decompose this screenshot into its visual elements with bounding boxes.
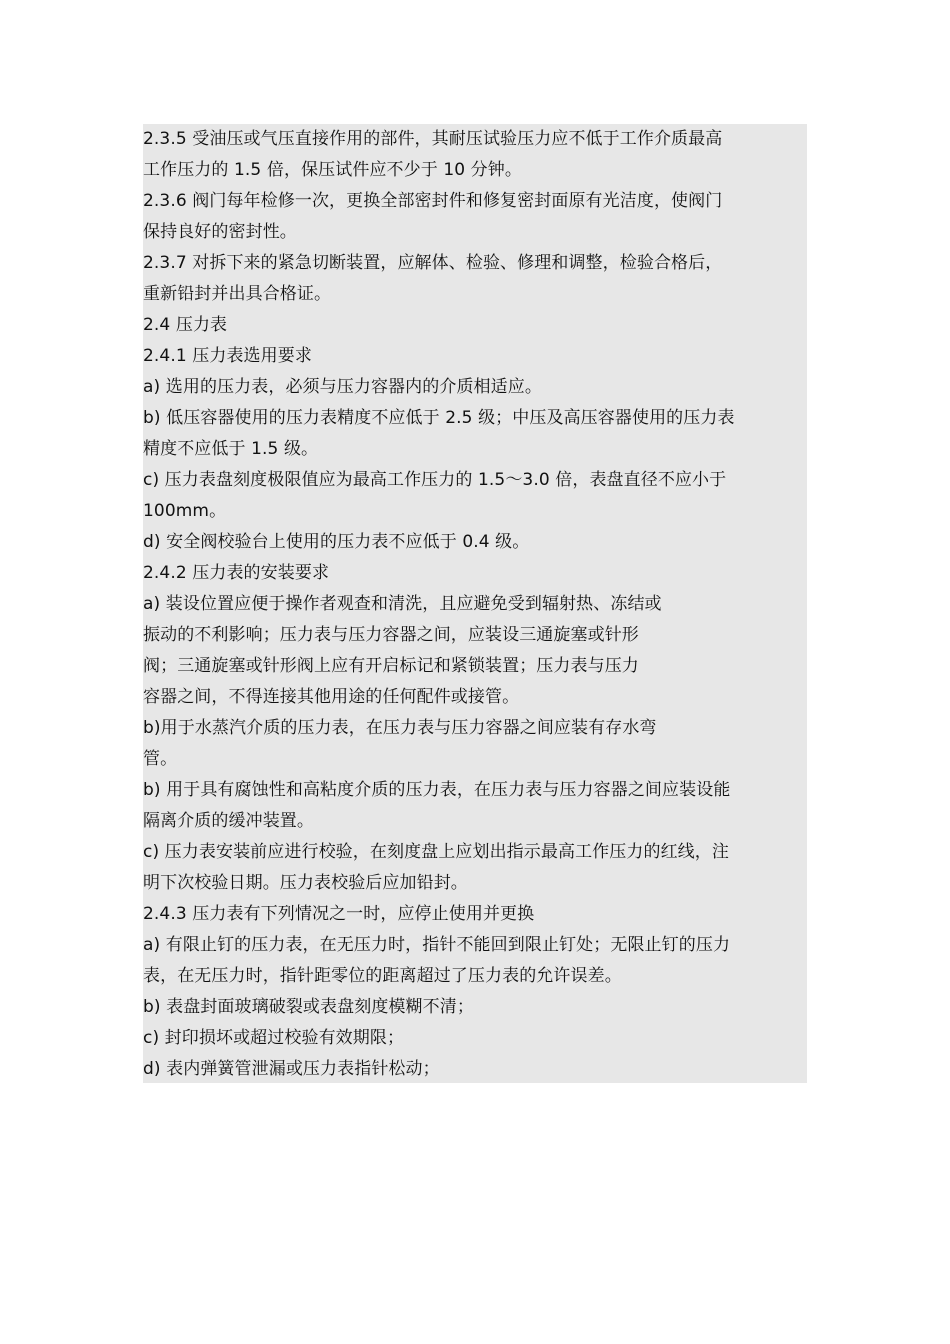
section-heading: 2.4 压力表 xyxy=(143,315,228,335)
text-line: 管。 xyxy=(143,749,178,769)
text-line: d) 安全阀校验台上使用的压力表不应低于 0.4 级。 xyxy=(143,532,530,552)
text-line: a) 装设位置应便于操作者观查和清洗，且应避免受到辐射热、冻结或 xyxy=(143,594,662,614)
text-line: b) 表盘封面玻璃破裂或表盘刻度模糊不清； xyxy=(143,997,474,1017)
text-line: 容器之间，不得连接其他用途的任何配件或接管。 xyxy=(143,687,520,707)
subsection-heading: 2.4.2 压力表的安装要求 xyxy=(143,563,330,583)
text-line: 重新铅封并出具合格证。 xyxy=(143,284,332,304)
text-line: 隔离介质的缓冲装置。 xyxy=(143,811,314,831)
text-line: 精度不应低于 1.5 级。 xyxy=(143,439,319,459)
text-line: 2.3.5 受油压或气压直接作用的部件，其耐压试验压力应不低于工作介质最高 xyxy=(143,129,723,149)
subsection-heading: 2.4.3 压力表有下列情况之一时，应停止使用并更换 xyxy=(143,904,535,924)
text-line: b)用于水蒸汽介质的压力表，在压力表与压力容器之间应装有存水弯 xyxy=(143,718,657,738)
text-line: a) 选用的压力表，必须与压力容器内的介质相适应。 xyxy=(143,377,542,397)
text-line: 明下次校验日期。压力表校验后应加铅封。 xyxy=(143,873,468,893)
text-line: 阀；三通旋塞或针形阀上应有开启标记和紧锁装置；压力表与压力 xyxy=(143,656,639,676)
document-text-block xyxy=(143,124,807,1083)
text-line: 100mm。 xyxy=(143,501,227,521)
text-line: b) 用于具有腐蚀性和高粘度介质的压力表，在压力表与压力容器之间应装设能 xyxy=(143,780,731,800)
text-line: c) 封印损坏或超过校验有效期限； xyxy=(143,1028,405,1048)
subsection-heading: 2.4.1 压力表选用要求 xyxy=(143,346,312,366)
text-line: b) 低压容器使用的压力表精度不应低于 2.5 级；中压及高压容器使用的压力表 xyxy=(143,408,735,428)
text-line: 工作压力的 1.5 倍，保压试件应不少于 10 分钟。 xyxy=(143,160,522,180)
text-line: 2.3.6 阀门每年检修一次，更换全部密封件和修复密封面原有光洁度，使阀门 xyxy=(143,191,723,211)
text-line: c) 压力表安装前应进行校验，在刻度盘上应划出指示最高工作压力的红线，注 xyxy=(143,842,729,862)
text-line: c) 压力表盘刻度极限值应为最高工作压力的 1.5～3.0 倍，表盘直径不应小于 xyxy=(143,470,727,490)
text-line: a) 有限止钉的压力表，在无压力时，指针不能回到限止钉处；无限止钉的压力 xyxy=(143,935,731,955)
text-line: 保持良好的密封性。 xyxy=(143,222,297,242)
text-line: 2.3.7 对拆下来的紧急切断装置，应解体、检验、修理和调整，检验合格后， xyxy=(143,253,723,273)
text-line: 表，在无压力时，指针距零位的距离超过了压力表的允许误差。 xyxy=(143,966,622,986)
text-line: 振动的不利影响；压力表与压力容器之间，应装设三通旋塞或针形 xyxy=(143,625,639,645)
text-line: d) 表内弹簧管泄漏或压力表指针松动； xyxy=(143,1059,440,1079)
